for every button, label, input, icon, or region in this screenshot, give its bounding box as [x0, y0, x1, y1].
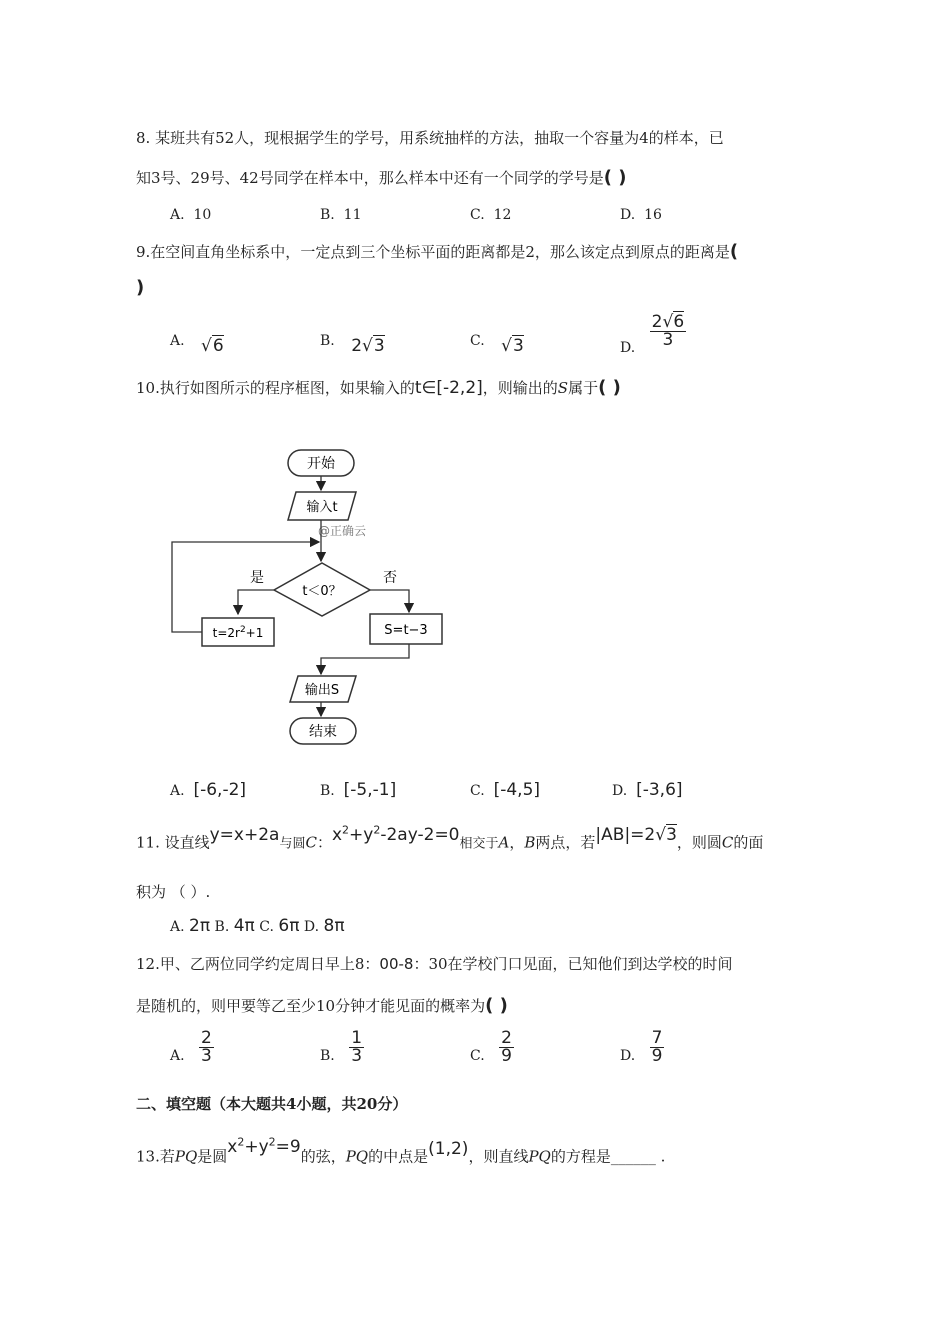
q10-option-b — [320, 780, 396, 801]
option-label: A. — [170, 207, 185, 223]
flow-watermark: @正确云 — [318, 524, 367, 538]
q11-text: ： — [316, 833, 332, 852]
q12-time: 00-8 — [379, 955, 414, 973]
q13-line — [136, 1135, 666, 1167]
q11-circle-equation: $x^2+y^2-2ay-2=0$ — [331, 823, 460, 845]
q13-text: 的中点是 — [368, 1147, 429, 1166]
option-label: D. — [612, 783, 628, 799]
q12-line1 — [136, 954, 733, 974]
option-label: A. — [170, 783, 185, 799]
option-label: C. — [470, 1047, 485, 1064]
q13-midpoint: (1,2) — [428, 1138, 469, 1159]
flow-decision-label: t＜0？ — [302, 584, 342, 599]
option-value: [-6,-2] — [193, 780, 247, 800]
q13-text: 的弦， — [300, 1147, 346, 1166]
q11-text: 11. 设直线 — [136, 833, 210, 852]
q11-circle-name: C — [305, 833, 317, 852]
q8-answer-paren: ( ) — [603, 167, 627, 188]
fraction — [650, 1030, 665, 1065]
flow-yes-label: 是 — [250, 570, 264, 586]
option-value: 2π — [189, 916, 211, 936]
option-label: A. — [170, 333, 185, 349]
q11-line1 — [136, 823, 764, 855]
coef: 2 — [651, 312, 663, 332]
denominator: 9 — [501, 1046, 512, 1066]
q11-text: 相交于 — [459, 836, 499, 852]
section-heading: 二、填空题（本大题共4小题，共20分） — [136, 1095, 408, 1113]
flow-no-label: 否 — [383, 570, 397, 586]
denominator: 3 — [201, 1046, 212, 1066]
q10-option-a — [170, 780, 246, 801]
fraction — [199, 1030, 214, 1065]
q13-pq: PQ — [345, 1147, 369, 1166]
option-value: 8π — [323, 916, 345, 936]
flow-compute-label: S=t−3 — [384, 623, 428, 638]
fraction — [349, 1030, 364, 1065]
sqrt-expression: √3 — [501, 336, 524, 356]
option-label: B. — [320, 207, 335, 223]
q11-point-b: B — [524, 833, 536, 852]
q10-text-post: 属于 — [568, 379, 599, 397]
q11-text: 的面 — [733, 833, 764, 852]
coef: 2 — [351, 336, 363, 356]
q10-interval: t∈[-2,2] — [414, 378, 483, 398]
q11-text: 与圆 — [279, 836, 306, 852]
option-label: B. — [320, 1047, 335, 1064]
q11-point-a: A — [498, 833, 510, 852]
option-label: D. — [620, 207, 636, 223]
option-value: 11 — [343, 207, 362, 223]
q12-text: 是随机的，则甲要等乙至少10分钟才能见面的概率为 — [136, 997, 486, 1015]
option-label: B. — [320, 333, 335, 349]
option-value: 12 — [493, 207, 512, 223]
numerator: 2 — [201, 1028, 212, 1048]
option-value: [-5,-1] — [343, 780, 397, 800]
q9-text: 9.在空间直角坐标系中，一定点到三个坐标平面的距离都是2，那么该定点到原点的距离是 — [136, 243, 730, 261]
q12-answer-paren: ( ) — [485, 995, 508, 1016]
option-label: A. — [170, 1047, 185, 1064]
option-label: D. — [620, 339, 636, 356]
radicand: 6 — [673, 312, 685, 332]
flow-compute-line — [321, 644, 409, 674]
q12-option-a — [170, 1030, 214, 1065]
q13-text: 的方程是______ . — [550, 1147, 666, 1166]
option-label: C. — [470, 333, 485, 349]
flow-input-label: 输入t — [306, 500, 338, 515]
denominator: 9 — [651, 1046, 663, 1066]
q11-text: ， — [509, 833, 525, 852]
option-label: C. — [470, 783, 485, 799]
q10-text-mid: ，则输出的 — [482, 379, 558, 397]
q13-pq: PQ — [528, 1147, 551, 1166]
q13-pq: PQ — [174, 1147, 198, 1166]
option-label: C. — [470, 207, 485, 223]
option-value: 16 — [644, 207, 662, 223]
q11-options — [170, 916, 345, 937]
q12-text: 12.甲、乙两位同学约定周日早上8： — [136, 955, 380, 973]
option-label: C. — [259, 919, 274, 935]
q12-text: ：30在学校门口见面，已知他们到达学校的时间 — [413, 955, 733, 973]
radicand: 3 — [373, 336, 385, 356]
q12-option-d — [620, 1030, 664, 1065]
q12-option-c — [470, 1030, 514, 1065]
q11-text: ，则圆 — [676, 833, 722, 852]
q11-ab-equation: |AB|=2√3 — [595, 824, 677, 845]
q9-paren-open: ( — [729, 241, 739, 262]
flow-yes-line — [238, 590, 274, 614]
q11-text: 两点，若 — [535, 833, 596, 852]
q9-paren-close: ) — [136, 277, 145, 298]
option-value: 4π — [233, 916, 255, 936]
option-value: 6π — [278, 916, 300, 936]
q13-text: ，则直线 — [468, 1147, 529, 1166]
q8-line2-text: 知3号、29号、42号同学在样本中，那么样本中还有一个同学的学号是 — [136, 169, 604, 187]
fraction — [499, 1030, 514, 1065]
flow-output-label: 输出S — [304, 683, 340, 698]
option-value: [-3,6] — [636, 780, 683, 800]
flow-start-label: 开始 — [307, 456, 335, 472]
option-label: D. — [303, 919, 320, 935]
flow-no-line — [370, 590, 409, 612]
q10-text-pre: 10.执行如图所示的程序框图，如果输入的 — [136, 379, 415, 397]
q11-circle-name: C — [721, 833, 734, 852]
q10-var-s: S — [557, 379, 569, 397]
numerator: 2√6 — [651, 312, 685, 332]
flow-end-label: 结束 — [309, 724, 337, 740]
flow-assign-label: $t=2r^2+1$ — [212, 625, 264, 640]
option-label: B. — [214, 919, 230, 935]
q10-answer-paren: ( ) — [598, 377, 621, 398]
q8-line1: 8. 某班共有52人，现根据学生的学号，用系统抽样的方法，抽取一个容量为4的样本，已 — [136, 129, 724, 147]
sqrt-expression: 2√3 — [351, 336, 385, 356]
q10-option-d — [612, 780, 683, 801]
radicand: 3 — [512, 336, 524, 356]
denominator: 3 — [662, 330, 674, 350]
numerator: 1 — [351, 1028, 363, 1048]
option-label: B. — [320, 783, 335, 799]
option-label: A. — [170, 919, 185, 935]
radicand: 6 — [212, 336, 224, 356]
q11-line2: 积为 （ ）. — [136, 883, 211, 901]
option-label: D. — [620, 1047, 636, 1064]
option-value: 10 — [193, 207, 212, 223]
denominator: 3 — [351, 1046, 363, 1066]
q12-line2 — [136, 996, 508, 1016]
q13-text: 是圆 — [197, 1147, 228, 1166]
q11-line-equation: y=x+2a — [209, 824, 280, 845]
q13-circle-equation: $x^2+y^2=9$ — [227, 1135, 301, 1157]
numerator: 2 — [501, 1028, 512, 1048]
option-value: [-4,5] — [493, 780, 541, 800]
q10-option-c — [470, 780, 540, 801]
q12-option-b — [320, 1030, 364, 1065]
q13-text: 13.若 — [136, 1147, 175, 1166]
sqrt-expression: √6 — [201, 336, 224, 356]
numerator: 7 — [651, 1028, 663, 1048]
